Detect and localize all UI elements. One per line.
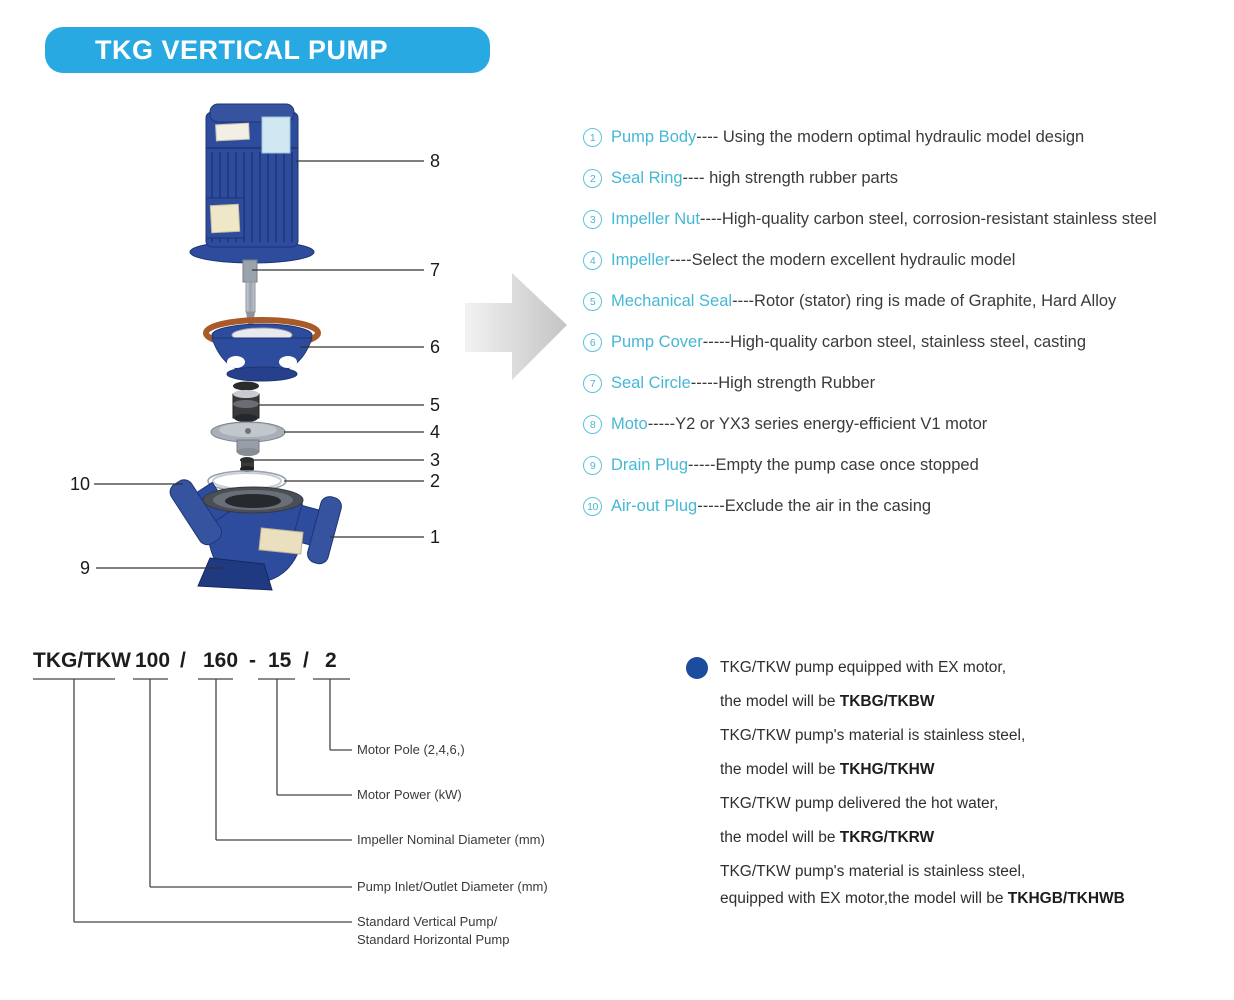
bullet-icon: [686, 657, 708, 679]
motor-illustration: [190, 104, 314, 263]
impeller-illustration: [211, 422, 285, 456]
part-description: -----High strength Rubber: [690, 374, 876, 392]
note-model-code: TKHG/TKHW: [839, 761, 935, 778]
part-name: Moto: [611, 415, 648, 433]
model-code-segment: 2: [325, 649, 337, 672]
callout-number: 7: [430, 260, 441, 280]
part-number-badge: 4: [583, 251, 602, 270]
note-text: TKG/TKW pump delivered the hot water,: [720, 795, 999, 812]
pump-body-illustration: [167, 467, 344, 590]
part-name: Seal Circle: [611, 374, 691, 392]
part-item: [583, 291, 1157, 311]
note-line: [720, 726, 1210, 746]
note-text: the model will be: [720, 829, 840, 846]
callout-number: 6: [430, 337, 441, 357]
part-description: ---- Using the modern optimal hydraulic model design: [696, 128, 1085, 146]
model-code-segment: /: [303, 649, 309, 672]
part-item: [583, 414, 1157, 434]
model-code-label: Pump Inlet/Outlet Diameter (mm): [357, 879, 548, 894]
impeller-nut-illustration: [240, 457, 254, 472]
part-number-badge: 10: [583, 497, 602, 516]
model-code-segment: -: [249, 649, 256, 672]
right-arrow-icon: [460, 265, 575, 385]
model-code-label: Motor Pole (2,4,6,): [357, 742, 465, 757]
model-code-segment: TKG/TKW: [33, 649, 131, 672]
part-name: Drain Plug: [611, 456, 689, 474]
note-line: [720, 658, 1210, 678]
part-description: ----Select the modern excellent hydraulic model: [669, 251, 1016, 269]
part-item: [583, 455, 1157, 475]
note-line: [720, 692, 1210, 712]
model-code-label: Standard Vertical Pump/: [357, 914, 498, 929]
part-number-badge: 5: [583, 292, 602, 311]
callout-number: 1: [430, 527, 441, 547]
model-code-label: Impeller Nominal Diameter (mm): [357, 832, 545, 847]
note-model-code: TKRG/TKRW: [839, 829, 935, 846]
callout-number: 5: [430, 395, 441, 415]
note-model-code: TKHGB/TKHWB: [1007, 890, 1125, 907]
part-name: Air-out Plug: [611, 497, 698, 515]
callout-number: 2: [430, 471, 441, 491]
part-description: ---- high strength rubber parts: [682, 169, 899, 187]
note-line: [720, 794, 1210, 814]
part-description: -----Exclude the air in the casing: [697, 497, 932, 515]
part-item: [583, 209, 1157, 229]
part-name: Seal Ring: [611, 169, 683, 187]
part-number-badge: 3: [583, 210, 602, 229]
note-line: [720, 862, 1210, 882]
model-code-segment: /: [180, 649, 186, 672]
part-number-badge: 9: [583, 456, 602, 475]
part-item: [583, 168, 1157, 188]
model-code-diagram: [20, 640, 640, 970]
callout-number: 10: [69, 474, 90, 494]
model-code-labels: [357, 742, 548, 947]
title-banner: [45, 27, 490, 73]
note-text: equipped with EX motor,the model will be: [720, 890, 1008, 907]
pump-cover-illustration: [206, 320, 318, 381]
part-item: [583, 332, 1157, 352]
part-name: Pump Cover: [611, 333, 703, 351]
part-number-badge: 7: [583, 374, 602, 393]
part-name: Impeller: [611, 251, 670, 269]
note-line: [720, 828, 1210, 848]
part-item: [583, 496, 1157, 516]
part-number-badge: 1: [583, 128, 602, 147]
mechanical-seal-illustration: [233, 382, 259, 429]
model-code-segment: 15: [268, 649, 292, 672]
part-name: Pump Body: [611, 128, 697, 146]
part-number-badge: 2: [583, 169, 602, 188]
part-description: -----Y2 or YX3 series energy-efficient V1 motor: [647, 415, 988, 433]
model-code-label: Motor Power (kW): [357, 787, 462, 802]
model-code-label: Standard Horizontal Pump: [357, 932, 510, 947]
model-code-segment: 100: [135, 649, 171, 672]
model-code-segments: [33, 649, 337, 672]
part-description: -----High-quality carbon steel, stainless steel, casting: [702, 333, 1087, 351]
parts-list: [583, 127, 1157, 537]
part-name: Mechanical Seal: [611, 292, 733, 310]
model-code-segment: 160: [203, 649, 239, 672]
callout-number: 3: [430, 450, 441, 470]
part-item: [583, 127, 1157, 147]
callout-number: 4: [430, 422, 441, 442]
part-description: ----High-quality carbon steel, corrosion-resistant stainless steel: [699, 210, 1157, 228]
note-model-code: TKBG/TKBW: [839, 693, 935, 710]
note-text: the model will be: [720, 761, 840, 778]
pump-exploded-diagram: [30, 90, 460, 610]
part-number-badge: 6: [583, 333, 602, 352]
note-text: TKG/TKW pump's material is stainless steel,: [720, 727, 1026, 744]
note-line: [720, 760, 1210, 780]
note-text: TKG/TKW pump equipped with EX motor,: [720, 659, 1007, 676]
page-title: TKG VERTICAL PUMP: [95, 34, 389, 65]
part-description: ----Rotor (stator) ring is made of Graphite, Hard Alloy: [732, 292, 1117, 310]
note-text: the model will be: [720, 693, 840, 710]
variant-notes: [720, 658, 1210, 923]
part-name: Impeller Nut: [611, 210, 700, 228]
note-line: [720, 889, 1210, 909]
part-item: [583, 250, 1157, 270]
part-number-badge: 8: [583, 415, 602, 434]
part-item: [583, 373, 1157, 393]
callout-number: 9: [79, 558, 90, 578]
callout-number: 8: [430, 151, 441, 171]
note-text: TKG/TKW pump's material is stainless steel,: [720, 863, 1026, 880]
part-description: -----Empty the pump case once stopped: [688, 456, 979, 474]
model-code-tree-lines: [33, 679, 352, 922]
